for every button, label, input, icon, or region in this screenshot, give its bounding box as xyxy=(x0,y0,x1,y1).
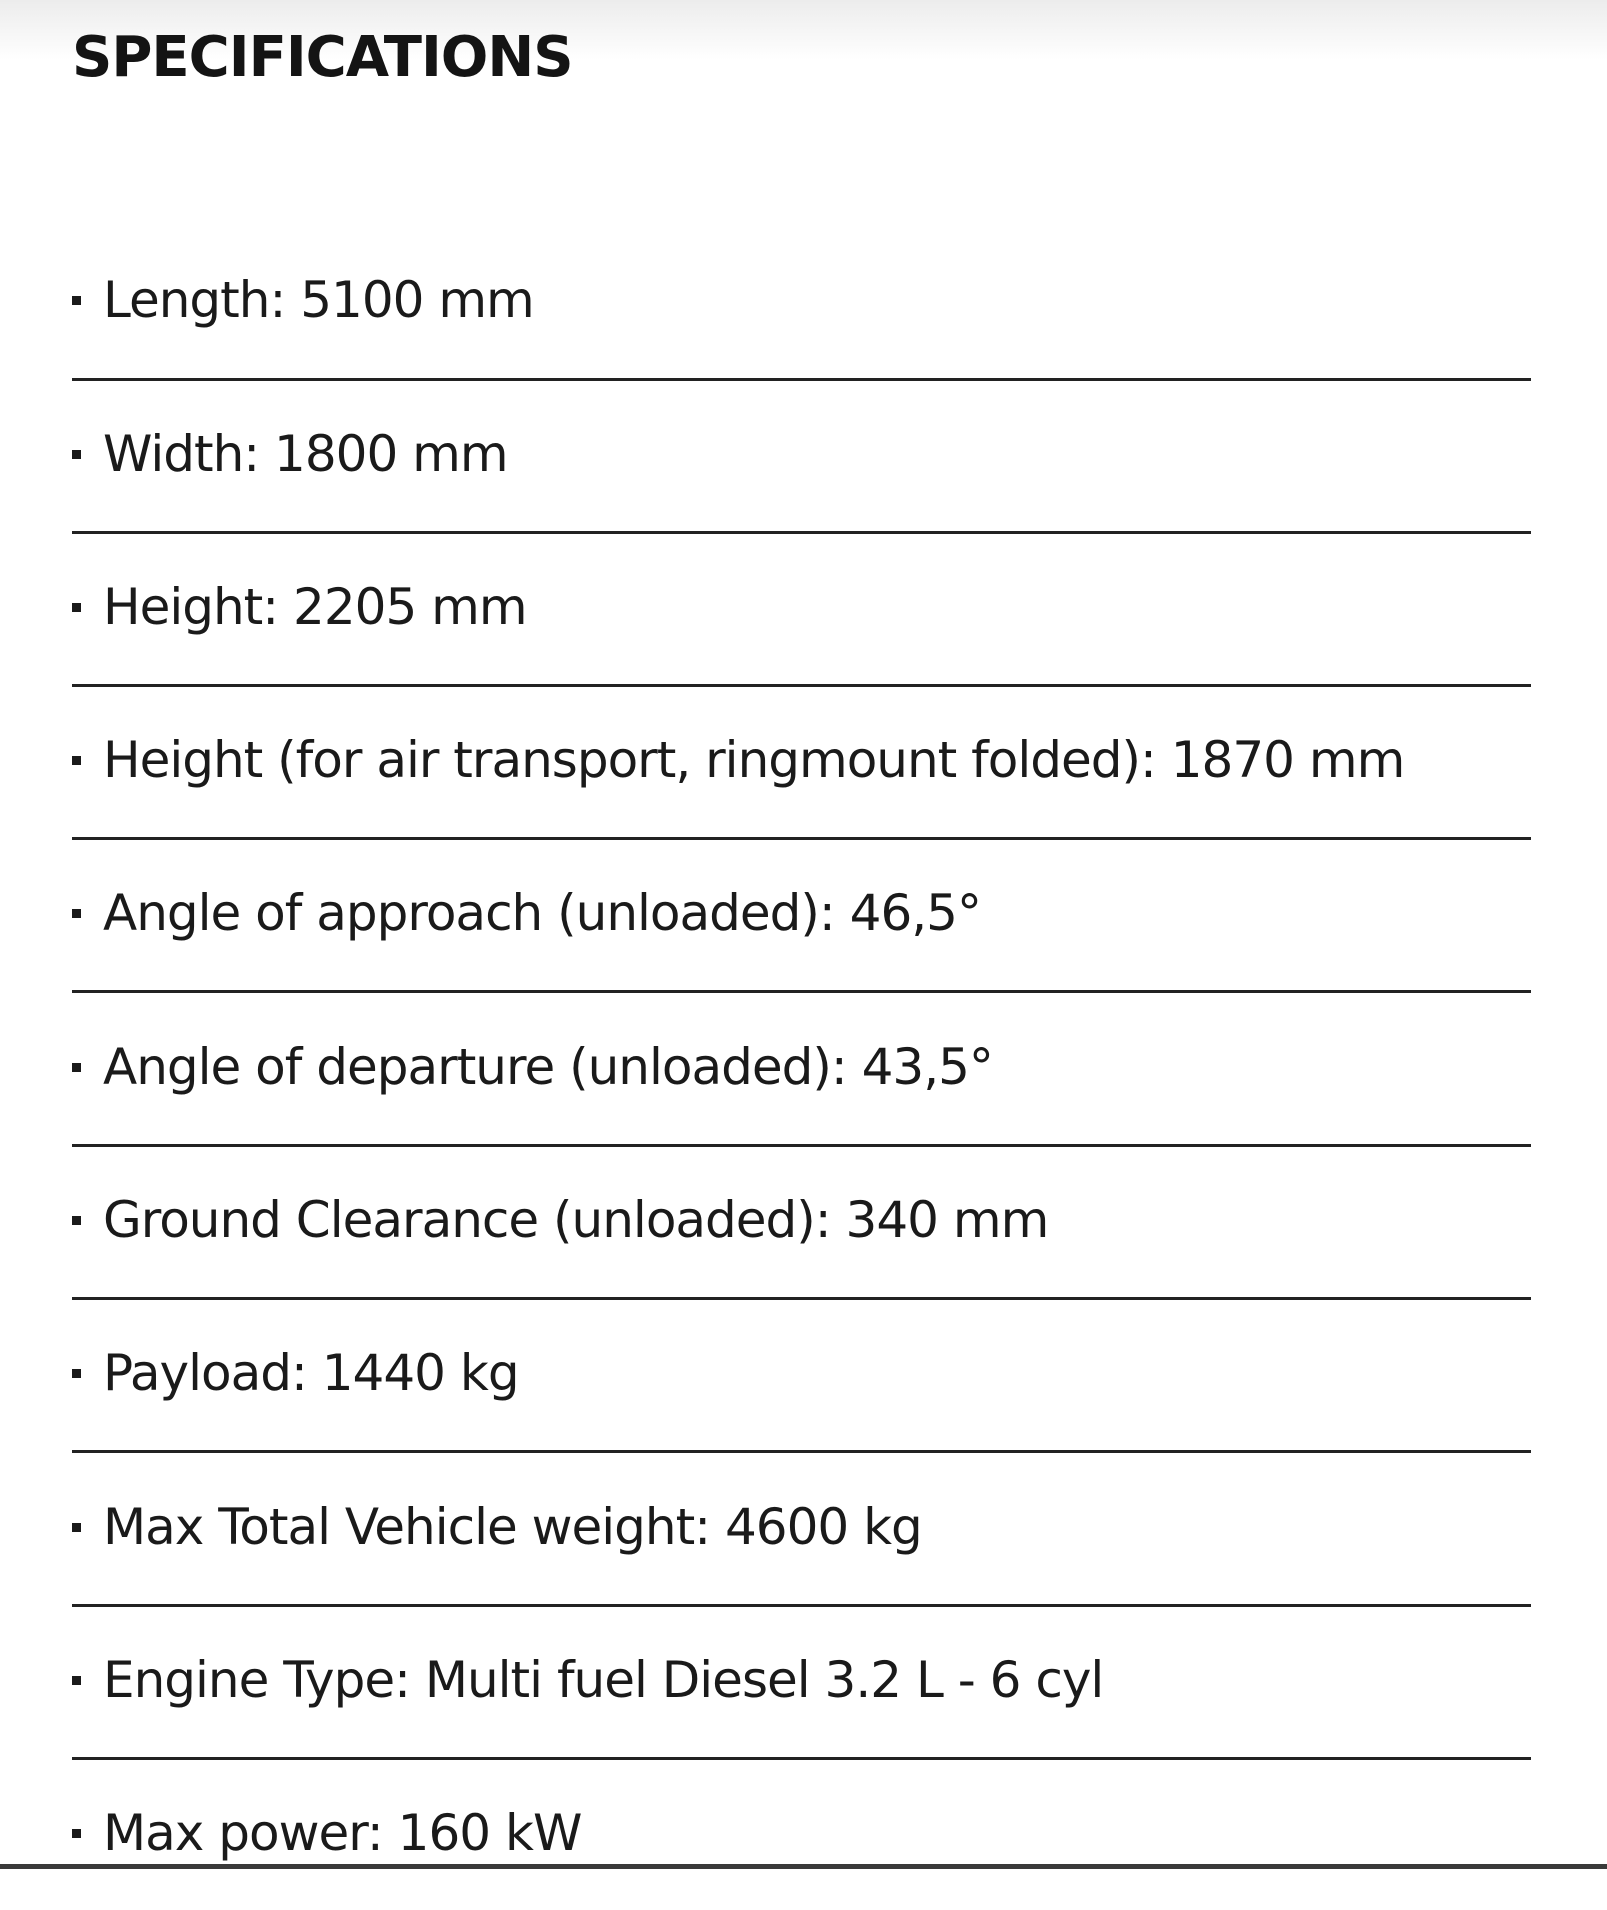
divider xyxy=(72,1604,1531,1607)
spec-text: Payload: 1440 kg xyxy=(103,1344,519,1402)
divider xyxy=(72,990,1531,993)
spec-text: Length: 5100 mm xyxy=(103,271,534,329)
bullet-icon xyxy=(72,909,81,918)
bullet-icon xyxy=(72,1216,81,1225)
spec-item-width xyxy=(72,377,1531,531)
spec-item-engine-type xyxy=(72,1603,1531,1757)
spec-text: Max power: 160 kW xyxy=(103,1804,582,1862)
bottom-edge xyxy=(0,1864,1607,1869)
divider xyxy=(72,837,1531,840)
spec-item-height xyxy=(72,530,1531,684)
divider xyxy=(72,684,1531,687)
bullet-icon xyxy=(72,1676,81,1685)
spec-item-length xyxy=(72,223,1531,377)
divider xyxy=(72,1144,1531,1147)
divider xyxy=(72,1757,1531,1760)
spec-item-ground-clearance xyxy=(72,1143,1531,1297)
bullet-icon xyxy=(72,1523,81,1532)
spec-text: Height: 2205 mm xyxy=(103,578,527,636)
spec-item-max-power xyxy=(72,1756,1531,1910)
divider xyxy=(72,531,1531,534)
bullet-icon xyxy=(72,1063,81,1072)
spec-text: Width: 1800 mm xyxy=(103,425,508,483)
spec-item-height-air-transport xyxy=(72,683,1531,837)
spec-item-angle-of-approach xyxy=(72,836,1531,990)
spec-text: Engine Type: Multi fuel Diesel 3.2 L - 6 cyl xyxy=(103,1651,1104,1709)
spec-text: Ground Clearance (unloaded): 340 mm xyxy=(103,1191,1049,1249)
divider xyxy=(72,1297,1531,1300)
bullet-icon xyxy=(72,603,81,612)
spec-text: Angle of departure (unloaded): 43,5° xyxy=(103,1038,993,1096)
spec-text: Max Total Vehicle weight: 4600 kg xyxy=(103,1498,922,1556)
bullet-icon xyxy=(72,296,81,305)
bullet-icon xyxy=(72,1369,81,1378)
divider xyxy=(72,1450,1531,1453)
spec-text: Angle of approach (unloaded): 46,5° xyxy=(103,884,981,942)
page-title: SPECIFICATIONS xyxy=(72,25,573,90)
spec-item-max-total-weight xyxy=(72,1450,1531,1604)
bullet-icon xyxy=(72,1829,81,1838)
bullet-icon xyxy=(72,450,81,459)
spec-text: Height (for air transport, ringmount folded): 1870 mm xyxy=(103,731,1405,789)
bullet-icon xyxy=(72,756,81,765)
divider xyxy=(72,378,1531,381)
spec-item-payload xyxy=(72,1296,1531,1450)
spec-item-angle-of-departure xyxy=(72,990,1531,1144)
